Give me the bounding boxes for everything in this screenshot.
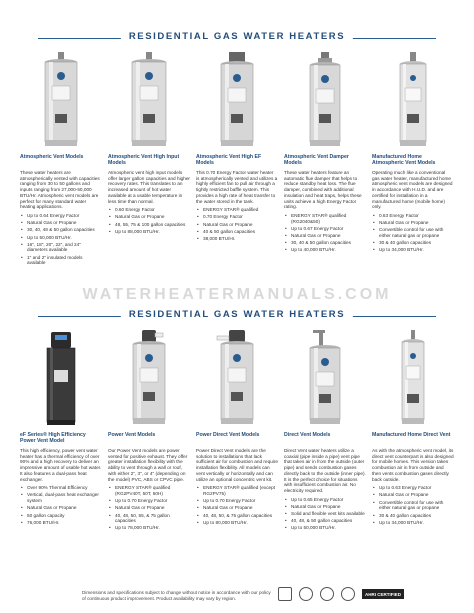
water-heater-icon [39,330,83,428]
product-image [108,50,190,150]
product-description: As with the atmospheric vent model, its direct vent counterpart is also designed for mobile homes. This version takes combustion air in from outside and then vents combustion gases directly back outside. [372,448,454,482]
spec-item: • Natural Gas or Propane [108,214,190,220]
product-image [20,328,102,428]
product-card [108,50,190,268]
spec-item: • Vertical, dual-pass heat exchanger system [20,492,102,503]
product-title: Atmospheric Vent High EF Models [196,154,262,167]
product-description: This high efficiency, power vent water heater has a thermal efficiency of over 90% and a high recovery to deliver an impressive amount of usable hot water. It also features a dual-pass heat exchanger. [20,448,102,482]
spec-item: • 30, 40, 48 & 50 gallon capacities [20,227,102,233]
spec-item: • Natural Gas or Propane [284,504,366,510]
product-image [284,328,366,428]
water-heater-icon [215,330,259,428]
spec-list [372,213,454,253]
product-card [20,50,102,268]
energy-star-logo-icon [278,587,292,601]
product-image [20,50,102,150]
product-card [372,50,454,268]
spec-item: • Solid and flexible vent kits available [284,511,366,517]
footer-disclaimer: Dimensions and specifications subject to change without notice in accordance with our policy of continuous product improvement. Product availability may vary by region. [82,590,271,601]
spec-item: • ENERGY STAR® qualified (RG2040&50) [284,213,366,224]
spec-list [196,485,278,525]
spec-item: • Convertible control for use with either natural gas or propane [372,227,454,238]
spec-item: • Up to 34,000 BTU/Hr. [372,247,454,253]
product-card [108,328,190,533]
spec-item: • ENERGY STAR® qualified (RG2PV40T, 50T, 50H) [108,485,190,496]
product-title: Manufactured Home Atmospheric Vent Models [372,154,436,167]
spec-item: • Up to 80,000 BTU/Hr. [196,520,278,526]
water-heater-icon [127,52,171,150]
spec-item: • Up to 0.65 Energy Factor [284,497,366,503]
spec-item: • 30 & 40 gallon capacities [372,240,454,246]
product-description: Our Power Vent models are power vented for positive exhaust. They offer greater installation flexibility with the ability to vent through a wall or roof, with either 2", 3", or 4" (depending on the model) PVC, ABS or CPVC pipe. [108,448,188,482]
spec-item: • Up to 0.67 Energy Factor [284,226,366,232]
spec-list [20,213,102,266]
spec-list [372,485,454,525]
product-title: Atmospheric Vent Models [20,154,84,160]
spec-item: • 16", 18", 20", 22", and 24" diameters available [20,242,102,253]
section-header [38,30,436,48]
spec-list [20,485,102,525]
ahri-certified-badge: AHRI CERTIFIED [362,589,404,599]
product-description: These water heaters are atmospherically vented with capacities ranging from 30 to 50 gallons and inputs ranging from 27,000-50,000 BTU/Hr. Atmospheric vent models are perfect for many standard water heating applications. [20,170,100,210]
product-title: Power Direct Vent Models [196,432,260,438]
spec-list [108,207,190,234]
spec-item: • 30 & 40 gallon capacities [372,513,454,519]
spec-item: • Up to 0.70 Energy Factor [196,498,278,504]
product-image [372,328,454,428]
product-image [196,328,278,428]
section-title: RESIDENTIAL GAS WATER HEATERS [121,309,353,320]
spec-list [284,213,366,253]
spec-item: • Natural Gas or Propane [20,220,102,226]
product-description: Power Direct Vent models are the solution to installations that lack sufficient air for combustion and require installation flexibility. All models can vent vertically or horizontally and can utilize an optional concentric vent kit. [196,448,278,482]
product-card [196,328,278,533]
spec-item: • Natural Gas or Propane [372,492,454,498]
spec-list [284,497,366,532]
product-description: Atmospheric vent high input models offer larger gallon capacities and higher recovery rates. This translates to an increased amount of hot water available at a usable temperature in less time than normal. [108,170,190,204]
section-atmospheric [0,30,474,292]
product-card [196,50,278,268]
ul-logo-icon [320,587,334,601]
spec-item: • Up to 78,000 BTU/Hr. [108,525,190,531]
spec-item: • Over 90% Thermal Efficiency [20,485,102,491]
product-card [20,328,102,533]
product-card [284,328,366,533]
product-description: This 0.70 Energy Factor water heater is atmospherically vented and utilizes a highly efficient fan to pull air through a tightly restricted baffle system. This provides a high rate of heat transfer to the water stored in the tank. [196,170,278,204]
watermark: WATERHEATERMANUALS.COM [82,286,392,303]
section-header [38,308,436,326]
spec-item: • 48, 55, 75 & 100 gallon capacities [108,222,190,228]
product-image [372,50,454,150]
spec-item: • 40 & 50 gallon capacities [196,229,278,235]
water-heater-icon [391,330,435,428]
product-card [284,50,366,268]
spec-item: • Natural Gas or Propane [196,505,278,511]
product-title: Manufactured Home Direct Vent [372,432,451,438]
product-title: Atmospheric Vent High Input Models [108,154,180,167]
spec-item: • 38,000 BTU/Hr. [196,236,278,242]
spec-item: • Up to 0.64 Energy Factor [20,213,102,219]
water-heater-icon [127,330,171,428]
spec-item: • Natural Gas or Propane [108,505,190,511]
spec-item: • Convertible control for use with either natural gas or propane [372,500,454,511]
spec-item: • Up to 0.63 Energy Factor [372,485,454,491]
section-title: RESIDENTIAL GAS WATER HEATERS [121,31,353,42]
spec-item: • Up to 40,000 BTU/Hr. [284,247,366,253]
water-heater-icon [303,52,347,150]
spec-item: • Up to 88,000 BTU/Hr. [108,229,190,235]
spec-item: • Natural Gas or Propane [372,220,454,226]
spec-item: • Natural Gas or Propane [284,233,366,239]
product-description: Direct Vent water heaters utilize a coaxial (pipe inside a pipe) vent pipe that takes air in from the outside (outer pipe) and sends combustion gases directly back to the outside (inner pipe). It is the perfect choice for situations with insufficient combustion air. No electricity required. [284,448,366,493]
spec-item: • 0.70 Energy Factor [196,214,278,220]
water-heater-icon [39,52,83,150]
spec-item: • Natural Gas or Propane [20,505,102,511]
nsf-logo-icon [341,587,355,601]
product-title: Atmospheric Vent Damper Models [284,154,349,167]
section-power-direct-vent [0,308,474,578]
spec-list [108,485,190,531]
water-heater-icon [303,330,347,428]
product-description: Operating much like a conventional gas water heater, manufactured home atmospheric vent models are designed in accordance with H.U.D. and are certified for installation in a manufactured home (mobile home) only. [372,170,453,210]
spec-item: • Up to 50,000 BTU/Hr. [284,525,366,531]
product-title: Power Vent Models [108,432,156,438]
product-image [196,50,278,150]
spec-item: • Up to 50,000 BTU/Hr. [20,235,102,241]
certification-logos [278,587,404,601]
product-card [372,328,454,533]
spec-item: • ENERGY STAR® qualified [196,207,278,213]
product-title: eF Series® High Efficiency Power Vent Model [20,432,86,445]
product-image [284,50,366,150]
product-description: These water heaters feature an automatic flue damper that helps to reduce standby heat loss. The flue damper, combined with additional insulation and heat traps, helps these units achieve a high Energy Factor rating. [284,170,362,210]
spec-item: • 40, 48, & 50 gallon capacities [284,518,366,524]
spec-item: • Up to 34,000 BTU/Hr. [372,520,454,526]
spec-list [196,207,278,242]
water-heater-icon [215,52,259,150]
spec-item: • 40, 48, 50, & 75 gallon capacities [196,513,278,519]
spec-item: • 50 gallon capacity [20,513,102,519]
spec-item: • 30, 40 & 50 gallon capacities [284,240,366,246]
spec-item: • 0.60 Energy Factor [108,207,190,213]
spec-item: • ENERGY STAR® qualified (except RG2PV75) [196,485,278,496]
spec-item: • Natural Gas or Propane [196,222,278,228]
water-heater-icon [391,52,435,150]
spec-item: • 1" and 2" insulated models available [20,255,102,266]
csa-logo-icon [299,587,313,601]
spec-item: • 0.63 Energy Factor [372,213,454,219]
product-title: Direct Vent Models [284,432,331,438]
spec-item: • 40, 48, 50, 55, & 75 gallon capacities [108,513,190,524]
spec-item: • 76,000 BTU/Hr. [20,520,102,526]
product-image [108,328,190,428]
spec-item: • Up to 0.70 Energy Factor [108,498,190,504]
